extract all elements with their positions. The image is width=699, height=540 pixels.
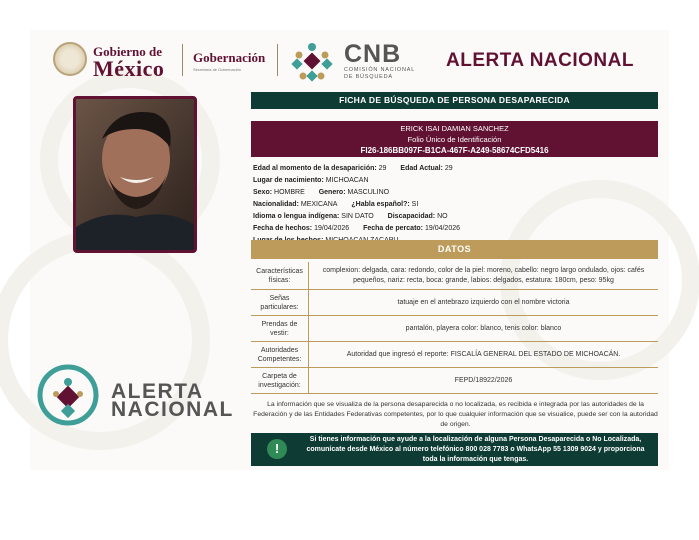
table-label: Prendas de vestir: (261, 320, 298, 337)
header-divider (182, 44, 183, 76)
mexico-seal-logo (53, 42, 87, 76)
alerta-nacional-title: ALERTA NACIONAL (446, 50, 634, 71)
info-label: Genero: (318, 189, 346, 196)
folio-value: FI26-186BB097F-B1CA-467F-A249-58674CFD5416 (360, 146, 549, 155)
info-value: SI (411, 201, 419, 208)
info-label: Sexo: (253, 189, 273, 196)
contact-footer-bar: Si tienes información que ayude a la localización de alguna Persona Desaparecida o No Localizada, comunícate desde México al número telefónico 800 028 7783 o WhatsApp 55 1309 9024 y proporciona toda la información que tengas. (251, 433, 658, 466)
brand-line-1: ALERTA (111, 380, 204, 403)
info-label: Edad Actual: (400, 165, 443, 172)
ficha-title-bar: FICHA DE BÚSQUEDA DE PERSONA DESAPARECIDA (251, 92, 658, 109)
info-row (253, 175, 658, 187)
cnb-subtitle: COMISIÓN NACIONAL DE BÚSQUEDA (344, 67, 415, 80)
table-value: pantalón, playera color: blanco, tenis color: blanco (308, 316, 658, 341)
table-row (251, 368, 658, 394)
info-row (253, 199, 658, 211)
gobernacion-subtext: Secretaría de Gobernación (193, 67, 242, 72)
person-name: ERICK ISAI DAMIAN SANCHEZ (400, 124, 509, 133)
info-value: 19/04/2026 (424, 225, 461, 232)
info-value: MASCULINO (347, 189, 390, 196)
info-label: Nacionalidad: (253, 201, 299, 208)
info-value: NO (437, 213, 448, 220)
info-label: Fecha de hechos: (253, 225, 313, 232)
info-row (253, 211, 658, 223)
table-value: complexion: delgada, cara: redondo, color de la piel: moreno, cabello: negro largo ondulado, ojos: cafés pequeños, nariz: recta, boca: grande, labios: delgados, estatura: 180cm, peso: 95kg (308, 262, 658, 289)
datos-title-bar: DATOS (251, 240, 658, 259)
info-label: Idioma o lengua indígena: (253, 213, 340, 220)
table-value: Autoridad que ingresó el reporte: FISCALÍA GENERAL DEL ESTADO DE MICHOACÁN. (308, 342, 658, 367)
info-value: 29 (378, 165, 387, 172)
info-row (253, 163, 658, 175)
info-value: MICHOACAN (325, 177, 369, 184)
info-label: Fecha de percato: (363, 225, 424, 232)
table-row (251, 290, 658, 316)
info-label: ¿Habla español?: (351, 201, 410, 208)
cnb-logo-icon (289, 38, 335, 84)
cnb-title: CNB (344, 40, 402, 68)
info-value: HOMBRE (274, 189, 305, 196)
header-divider (277, 44, 278, 76)
info-value: MEXICANA (300, 201, 338, 208)
person-info (253, 163, 658, 247)
table-label: Señas particulares: (260, 294, 299, 311)
disclaimer-note: La información que se visualiza de la persona desaparecida o no localizada, es recibida e integrada por las autoridades de la Federación y de las Entidades Federativas competentes, por lo que cualquier información que se visualice, puede ser con la autoridad de origen. (253, 401, 658, 428)
alerta-nacional-logo-icon (37, 364, 99, 426)
exclamation-icon: ! (267, 439, 287, 459)
info-value: 19/04/2026 (314, 225, 350, 232)
person-name-bar (251, 121, 658, 157)
table-label: Autoridades Competentes: (257, 346, 302, 363)
info-value: SIN DATO (341, 213, 374, 220)
table-row (251, 316, 658, 342)
gobierno-de-text: Gobierno de (93, 44, 162, 59)
info-row (253, 223, 658, 235)
table-value: tatuaje en el antebrazo izquierdo con el nombre victoria (308, 290, 658, 315)
mexico-text: México (93, 56, 165, 81)
folio-label: Folio Único de Identificación (407, 135, 502, 144)
table-row (251, 262, 658, 290)
person-photo-image (76, 99, 194, 250)
table-value: FEPD/18922/2026 (308, 368, 658, 393)
brand-line-2: NACIONAL (111, 398, 234, 421)
info-row (253, 187, 658, 199)
table-label: Características físicas: (256, 267, 303, 284)
gobernacion-text: Gobernación (193, 50, 266, 65)
info-label: Lugar de nacimiento: (253, 177, 324, 184)
info-value: 29 (444, 165, 453, 172)
table-label: Carpeta de investigación: (258, 372, 301, 389)
person-photo (73, 96, 197, 253)
info-label: Discapacidad: (387, 213, 436, 220)
info-label: Edad al momento de la desaparición: (253, 165, 377, 172)
datos-table (251, 262, 658, 394)
table-row (251, 342, 658, 368)
